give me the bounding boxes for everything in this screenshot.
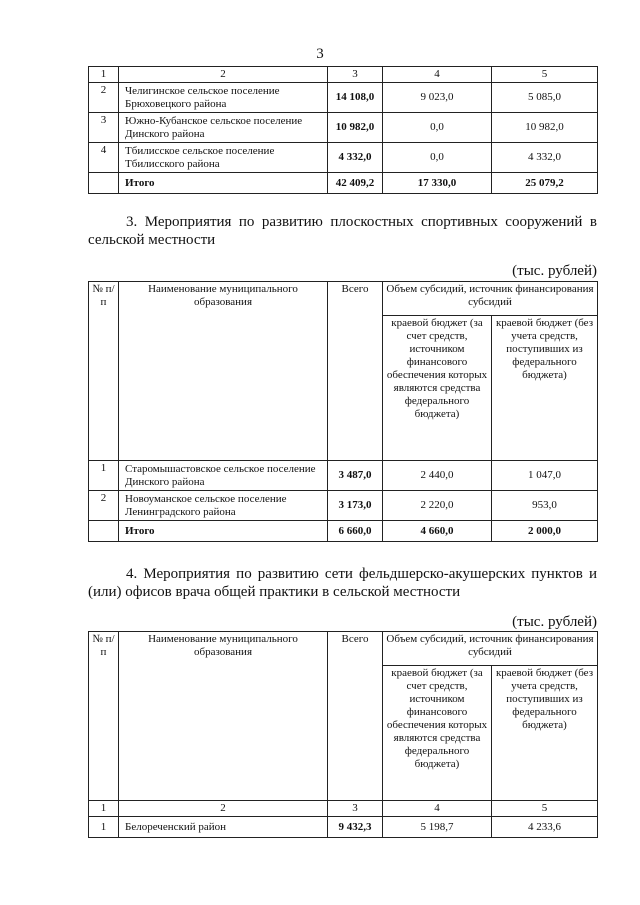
header-num: № п/п — [89, 632, 119, 801]
header-total: Всего — [328, 632, 383, 801]
header-subsidy: Объем субсидий, источник финансирования субсидий — [383, 282, 598, 316]
header-subsidy: Объем субсидий, источник финансирования субсидий — [383, 632, 598, 666]
row-num: 4 — [89, 143, 119, 173]
col-number-2: 2 — [119, 67, 328, 83]
row-regional: 9 023,0 — [383, 83, 492, 113]
row-regional: 0,0 — [383, 143, 492, 173]
row-num: 1 — [89, 461, 119, 491]
col-number-2: 2 — [119, 801, 328, 817]
col-number-3: 3 — [328, 801, 383, 817]
table-row — [89, 83, 598, 113]
total-regional: 4 660,0 — [383, 521, 492, 542]
row-regional: 2 220,0 — [383, 491, 492, 521]
section-3-title: 3. Мероприятия по развитию плоскостных спортивных сооружений в сельской местности — [88, 214, 597, 248]
row-total: 4 332,0 — [328, 143, 383, 173]
table-row — [89, 817, 598, 838]
section-4-units: (тыс. рублей) — [512, 614, 597, 630]
row-num: 2 — [89, 491, 119, 521]
col-number-5: 5 — [492, 67, 598, 83]
header-regional-no-federal: краевой бюджет (без учета средств, поступивших из федерального бюджета) — [492, 666, 598, 801]
table-number-row — [89, 67, 598, 83]
page-number: 3 — [316, 46, 324, 62]
table-number-row — [89, 801, 598, 817]
col-number-1: 1 — [89, 67, 119, 83]
col-number-4: 4 — [383, 67, 492, 83]
row-total: 10 982,0 — [328, 113, 383, 143]
total-label: Итого — [119, 521, 328, 542]
total-regional: 17 330,0 — [383, 173, 492, 194]
table-header-row — [89, 282, 598, 316]
row-total: 14 108,0 — [328, 83, 383, 113]
row-num: 1 — [89, 817, 119, 838]
col-number-3: 3 — [328, 67, 383, 83]
row-regional: 2 440,0 — [383, 461, 492, 491]
row-name: Челигинское сельское поселение Брюховецкого района — [119, 83, 328, 113]
table-header-row — [89, 632, 598, 666]
col-number-4: 4 — [383, 801, 492, 817]
table-row — [89, 461, 598, 491]
row-total: 3 487,0 — [328, 461, 383, 491]
header-num: № п/п — [89, 282, 119, 461]
row-name: Новоуманское сельское поселение Ленинградского района — [119, 491, 328, 521]
header-name: Наименование муниципального образования — [119, 282, 328, 461]
total-regional-no-federal: 25 079,2 — [492, 173, 598, 194]
row-regional-no-federal: 10 982,0 — [492, 113, 598, 143]
row-name: Белореченский район — [119, 817, 328, 838]
section-3-units: (тыс. рублей) — [512, 263, 597, 279]
total-value: 6 660,0 — [328, 521, 383, 542]
total-label: Итого — [119, 173, 328, 194]
row-regional-no-federal: 4 332,0 — [492, 143, 598, 173]
header-total: Всего — [328, 282, 383, 461]
table-row — [89, 143, 598, 173]
table-row — [89, 113, 598, 143]
row-num-empty — [89, 521, 119, 542]
table-row — [89, 491, 598, 521]
row-name: Южно-Кубанское сельское поселение Динского района — [119, 113, 328, 143]
row-regional: 0,0 — [383, 113, 492, 143]
header-regional: краевой бюджет (за счет средств, источником финансового обеспечения которых являются средства федерального бюджета) — [383, 666, 492, 801]
row-num-empty — [89, 173, 119, 194]
header-regional: краевой бюджет (за счет средств, источником финансового обеспечения которых являются средства федерального бюджета) — [383, 316, 492, 461]
row-regional-no-federal: 4 233,6 — [492, 817, 598, 838]
row-regional-no-federal: 1 047,0 — [492, 461, 598, 491]
row-name: Тбилисское сельское поселение Тбилисского района — [119, 143, 328, 173]
table-total-row — [89, 521, 598, 542]
header-name: Наименование муниципального образования — [119, 632, 328, 801]
row-regional-no-federal: 953,0 — [492, 491, 598, 521]
table-medical-offices — [88, 631, 598, 838]
total-regional-no-federal: 2 000,0 — [492, 521, 598, 542]
row-name: Старомышастовское сельское поселение Динского района — [119, 461, 328, 491]
row-regional: 5 198,7 — [383, 817, 492, 838]
row-num: 2 — [89, 83, 119, 113]
header-regional-no-federal: краевой бюджет (без учета средств, поступивших из федерального бюджета) — [492, 316, 598, 461]
row-total: 3 173,0 — [328, 491, 383, 521]
table-sport-facilities — [88, 281, 598, 542]
row-num: 3 — [89, 113, 119, 143]
section-4-title: 4. Мероприятия по развитию сети фельдшерско-акушерских пунктов и (или) офисов врача общей практики в сельской местности — [88, 566, 597, 600]
row-total: 9 432,3 — [328, 817, 383, 838]
table-total-row — [89, 173, 598, 194]
table-continuation — [88, 66, 598, 194]
row-regional-no-federal: 5 085,0 — [492, 83, 598, 113]
col-number-1: 1 — [89, 801, 119, 817]
col-number-5: 5 — [492, 801, 598, 817]
total-value: 42 409,2 — [328, 173, 383, 194]
